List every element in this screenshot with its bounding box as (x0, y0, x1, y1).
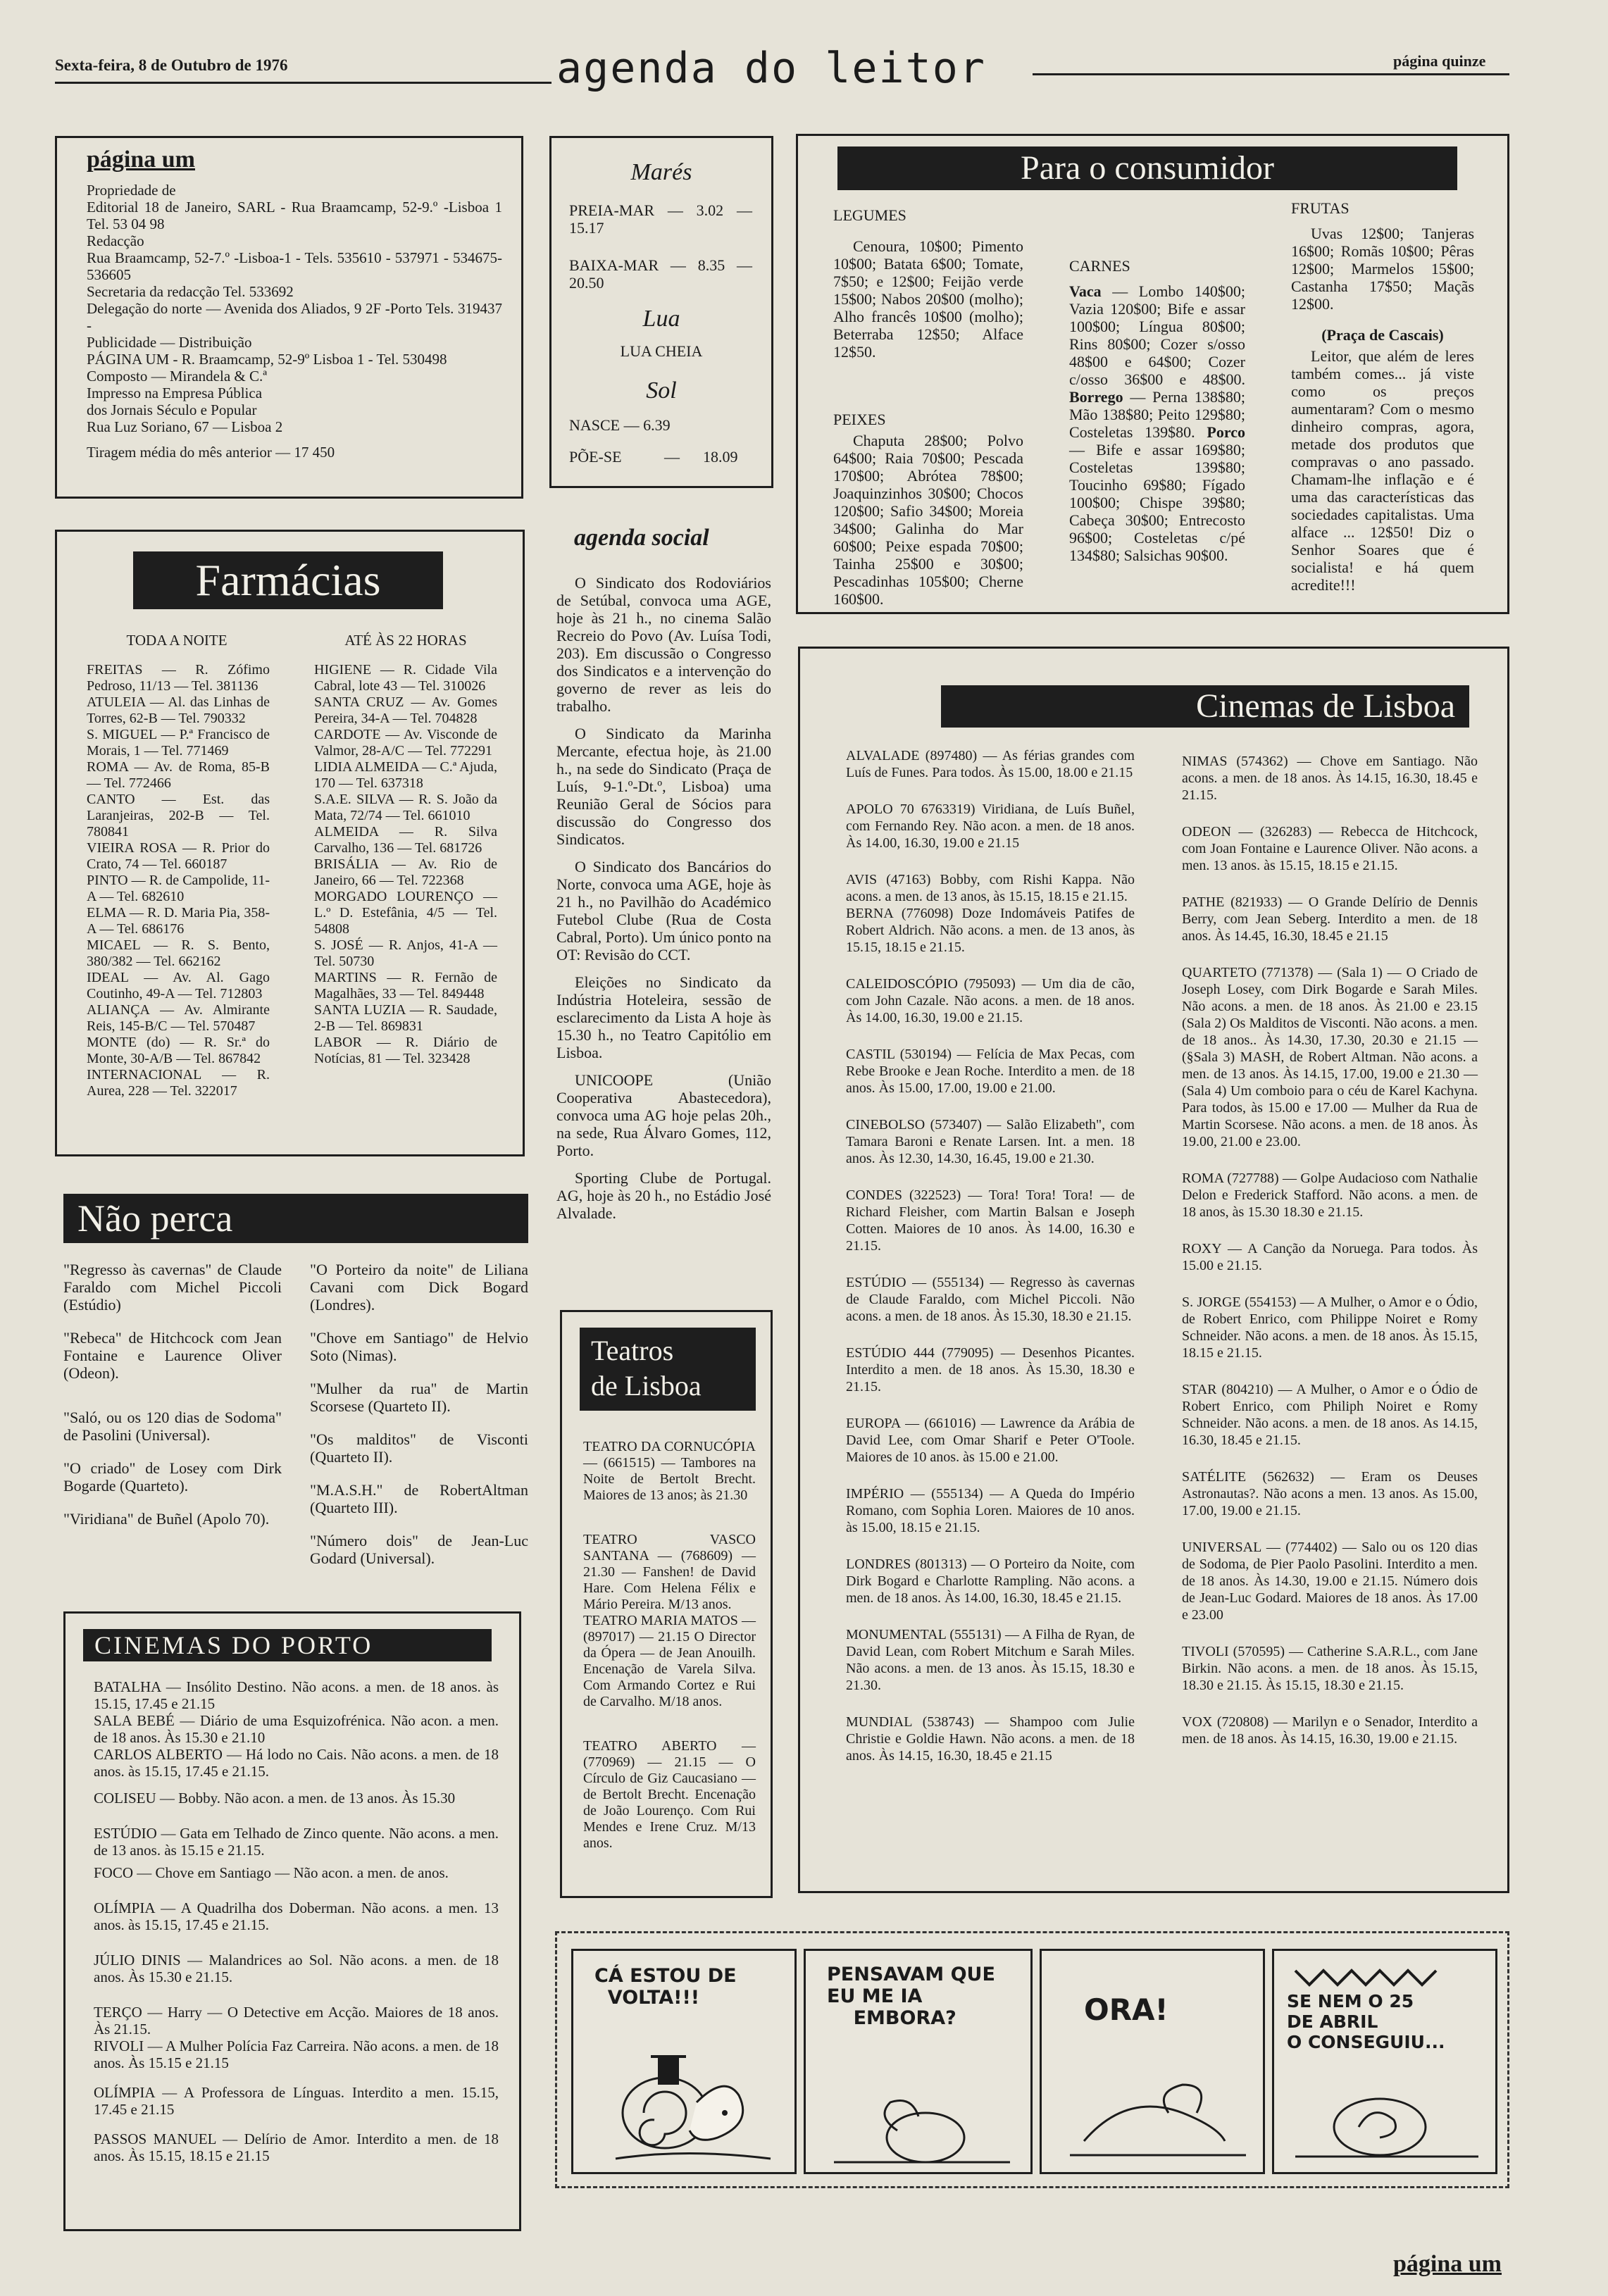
teatros-box (560, 1310, 773, 1898)
comic-panel-4-text: SE NEM O 25 DE ABRIL O CONSEGUIU... (1287, 1991, 1445, 2052)
snail-character-icon-3 (1042, 1951, 1267, 2176)
snail-character-icon (573, 1951, 799, 2176)
carnes-title: CARNES (1069, 257, 1130, 275)
farmacias-col2: HIGIENE — R. Cidade Vila Cabral, lote 43 — Tel. 310026 SANTA CRUZ — Av. Gomes Pereira, 34-A — Tel. 704828 CARDOTE — Av. Visconde de Valmor, 28-A/C — Tel. 772291 LIDIA ALMEIDA — C.ª Ajuda, 170 — Tel. 637318 S.A.E. SILVA — R. S. João da Mata, 72/74 — Tel. 661010 ALMEIDA — R. Silva Carvalho, 136 — Tel. 681726 BRISÁLIA — Av. Rio de Janeiro, 66 — Tel. 722368 MORGADO LOURENÇO — L.º D. Estefânia, 4/5 — Tel. 54808 S. JOSÉ — R. Anjos, 41-A — Tel. 50730 MARTINS — R. Fernão de Magalhães, 33 — Tel. 849448 SANTA LUZIA — R. Saudade, 2-B — Tel. 869831 LABOR — R. Diário de Notícias, 81 — Tel. 323428 (314, 662, 497, 1066)
mares-title: Marés (630, 159, 692, 185)
lua-phase: LUA CHEIA (620, 342, 703, 360)
lua-title: Lua (642, 306, 680, 332)
legumes-text: Cenoura, 10$00; Pimento 10$00; Batata 6$00; Tomate, 7$50; e 12$00; Feijão verde 15$00; Nabos 20$00 (molho); Alho francês 10$00 (molho); Beterraba 12$50; Alface 12$50. (833, 237, 1023, 361)
masthead-date: Sexta-feira, 8 de Outubro de 1976 (55, 56, 288, 74)
comic-panel-3 (1040, 1949, 1265, 2174)
snail-character-icon-2 (806, 1951, 1035, 2176)
consumidor-box (796, 134, 1509, 614)
masthead-page: página quinze (1393, 52, 1486, 70)
nao-perca-title: Não perca (63, 1194, 528, 1243)
frutas-title: FRUTAS (1291, 199, 1350, 217)
agenda-social-body: O Sindicato dos Rodoviários de Setúbal, convoca uma AGE, hoje às 21 h., no cinema Salão Recreio do Povo (Av. Luísa Todi, 203). Em discussão o Congresso dos Sindicatos e a intervenção do governo de rever as leis do trabalho. O Sindicato da Marinha Mercante, efectua hoje, às 21.00 h., na sede do Sindicato (Praça de Luís, 9-1.º-Dt.º, Lisboa) uma Reunião Geral de Sócios para discussão do Congresso dos Sindicatos. O Sindicato dos Bancários do Norte, convoca uma AGE, hoje às 21 h., no Pavilhão do Académico Futebol Clube (Rua de Costa Cabral, Porto). Um único ponto na OT: Revisão do CCT. Eleições no Sindicato da Indústria Hoteleira, sessão de esclarecimento da Lista A hoje às 15.30 h., no Teatro Capitólio em Lisboa. UNICOOPE (União Cooperativa Abastecedora), convoca uma AG hoje pelas 20h., na sede, Rua Álvaro Gomes, 112, Porto. Sporting Clube de Portugal. AG, hoje às 20 h., no Estádio José Alvalade. (556, 574, 771, 1222)
legumes-title: LEGUMES (833, 206, 906, 224)
pagina-um-logo: página um (87, 146, 195, 173)
cinemas-porto-title: CINEMAS DO PORTO (83, 1629, 492, 1661)
nao-perca-col2: "O Porteiro da noite" de Liliana Cavani com Dick Bogard (Londres). "Chove em Santiago" de Helvio Soto (Nimas). "Mulher da rua" de Martin Scorsese (Quarteto II). "Os malditos" de Visconti (Quarteto II). "M.A.S.H." de RobertAltman (Quarteto III). "Número dois" de Jean-Luc Godard (Universal). (310, 1261, 528, 1567)
footer-logo: página um (1393, 2251, 1502, 2277)
sol-poe-dash: — (664, 448, 680, 466)
cascais-text: Leitor, que além de leres também comes... já viste como os preços aumentaram? Com o mesmo dinheiro compras, agora, metade dos produtos que compravas o ano passado. Chamam-lhe inflação e é uma das características das sociedades capitalistas. Uma alface ... 12$50! Diz o Senhor Soares que é socialista! e há quem acredite!!! (1291, 347, 1474, 594)
farmacias-col2-head: ATÉ ÀS 22 HORAS (344, 632, 467, 649)
comic-panel-1 (571, 1949, 797, 2174)
sol-nasce: NASCE — 6.39 (569, 416, 671, 434)
masthead-rule-left (55, 82, 551, 84)
nao-perca-col1: "Regresso às cavernas" de Claude Faraldo com Michel Piccoli (Estúdio) "Rebeca" de Hitchcock com Jean Fontaine e Laurence Oliver (Odeon). "Saló, ou os 120 dias de Sodoma" de Pasolini (Universal). "O criado" de Losey com Dirk Bogarde (Quarteto). "Viridiana" de Buñel (Apolo 70). (63, 1261, 282, 1528)
preia-mar: PREIA-MAR — 3.02 — 15.17 (569, 201, 752, 237)
teatros-list: TEATRO DA CORNUCÓPIA — (661515) — Tambores na Noite de Bertolt Brecht. Maiores de 13 anos; às 21.30 TEATRO VASCO SANTANA — (768609) — 21.30 — Fanshen! de David Hare. Com Helena Félix e Mário Pereira. M/13 anos. TEATRO MARIA MATOS — (897017) — 21.15 O Director da Ópera — de Jean Anouilh. Encenação de Varela Silva. Com Armando Cortez e Rui de Carvalho. M/18 anos. TEATRO ABERTO — (770969) — 21.15 — O Círculo de Giz Caucasiano — de Bertolt Brecht. Encenação de João Lourenço. Com Rui Mendes e Irene Cruz. M/13 anos. (583, 1439, 756, 1851)
comic-panel-2-text: PENSAVAM QUE EU ME IA EMBORA? (827, 1964, 995, 2030)
sol-poe-label: PÕE-SE (569, 448, 622, 466)
teatros-title: Teatros de Lisboa (580, 1328, 756, 1411)
cinemas-porto-list: BATALHA — Insólito Destino. Não acons. a men. de 18 anos. às 15.15, 17.45 e 21.15 SALA BEBÉ — Diário de uma Esquizofrénica. Não acon. a men. de 18 anos. Às 15.30 e 21.10 CARLOS ALBERTO — Há lodo no Cais. Não acons. a men. de 18 anos. às 15.15, 17.45 e 21.15. COLISEU — Bobby. Não acon. a men. de 13 anos. Às 15.30 ESTÚDIO — Gata em Telhado de Zinco quente. Não acons. a men. de 13 anos. às 15.15 e 21.15. FOCO — Chove em Santiago — Não acon. a men. de anos. OLÍMPIA — A Quadrilha dos Doberman. Não acons. a men. 13 anos. às 15.15, 17.45 e 21.15. JÚLIO DINIS — Malandrices ao Sol. Não acons. a men. de 18 anos. Às 15.30 e 21.15. TERÇO — Harry — O Detective em Acção. Maiores de 18 anos. Às 21.15. RIVOLI — A Mulher Polícia Faz Carreira. Não acons. a men. de 18 anos. Às 15.15 e 21.15 OLÍMPIA — A Professora de Línguas. Interdito a men. 15.15, 17.45 e 21.15 PASSOS MANUEL — Delírio de Amor. Interdito a men. de 18 anos. Às 15.15, 18.15 e 21.15 (94, 1678, 499, 2164)
cinemas-lisboa-box (798, 647, 1509, 1893)
agenda-social-title: agenda social (574, 525, 709, 551)
cascais-title: (Praça de Cascais) (1321, 326, 1444, 344)
farmacias-col1-head: TODA A NOITE (126, 632, 228, 649)
scribble-icon (1274, 1951, 1500, 2176)
pagina-um-credits: Propriedade de Editorial 18 de Janeiro, SARL - Rua Braamcamp, 52-9.º -Lisboa 1 Tel. 53 04 98 Redacção Rua Braamcamp, 52-7.º -Lisboa-1 - Tels. 535610 - 537971 - 534675- 536605 Secretaria da redacção Tel. 533692 Delegação do norte — Avenida dos Aliados, 9 2F -Porto Tels. 319437 - Publicidade — Distribuição PÁGINA UM - R. Braamcamp, 52-9º Lisboa 1 - Tel. 530498 Composto — Mirandela & C.ª Impresso na Empresa Pública dos Jornais Século e Popular Rua Luz Soriano, 67 — Lisboa 2 Tiragem média do mês anterior — 17 450 (87, 182, 502, 461)
mares-box (549, 136, 773, 488)
carnes-text: Vaca — Lombo 140$00; Vazia 120$00; Bife e assar 100$00; Língua 80$00; Rins 80$00; Cozer s/osso 48$00 e 64$00; Cozer c/osso 36$00 e 48$00. Borrego — Perna 138$80; Mão 138$80; Peito 129$80; Costeletas 139$80. Porco — Bife e assar 169$80; Costeletas 139$80; Toucinho 69$80; Fígado 100$00; Chispe 39$80; Cabeça 30$00; Entrecosto 96$00; Costeletas c/pé 134$80; Salsichas 90$00. (1069, 282, 1246, 564)
comic-strip (555, 1931, 1509, 2188)
consumidor-title: Para o consumidor (837, 146, 1457, 190)
baixa-mar: BAIXA-MAR — 8.35 — 20.50 (569, 256, 752, 292)
cinemas-lisboa-col1: ALVALADE (897480) — As férias grandes com Luís de Funes. Para todos. Às 15.00, 18.00 e 21.15 APOLO 70 6763319) Viridiana, de Luís Buñel, com Fernando Rey. Não acon. a men. de 18 anos. Às 14.00, 16.30, 19.00 e 21.15 AVIS (47163) Bobby, com Rishi Kappa. Não acons. a men. de 13 anos, às 15.15, 18.15 e 21.15. BERNA (776098) Doze Indomáveis Patifes de Robert Aldrich. Não acons. a men. de 13 anos, às 15.15, 18.15 e 21.15. CALEIDOSCÓPIO (795093) — Um dia de cão, com John Cazale. Não acons. a men. de 18 anos. Às 14.00, 16.30, 19.00 e 21.15. CASTIL (530194) — Felícia de Max Pecas, com Rebe Brooke e Jean Roche. Interdito a men. de 18 anos. Às 15.00, 17.00, 19.00 e 21.00. CINEBOLSO (573407) — Salão Elizabeth", com Tamara Baroni e Renate Larsen. Int. a men. 18 anos. Às 12.30, 14.30, 16.45, 19.00 e 21.30. CONDES (322523) — Tora! Tora! Tora! — de Richard Fleisher, com Martin Balsan e Joseph Cotten. Maiores de 10 anos. Às 14.00, 16.30 e 21.15. ESTÚDIO — (555134) — Regresso às cavernas de Claude Faraldo, com Michel Piccoli. Não acons. a men. de 18 anos. Às 15.30, 18.30 e 21.15. ESTÚDIO 444 (779095) — Desenhos Picantes. Interdito a men. de 18 anos. Às 15.30, 18.30 e 21.15. EUROPA — (661016) — Lawrence da Arábia de David Lee, com Omar Sharif e Peter O'Toole. Maiores de 10 anos. às 15.00 e 21.00. IMPÉRIO — (555134) — A Queda do Império Romano, com Sophia Loren. Maiores de 10 anos. às 15.00, 18.15 e 21.15. LONDRES (801313) — O Porteiro da Noite, com Dirk Bogard e Charlotte Rampling. Não acons. a men. de 18 anos. Às 14.00, 16.30, 18.45 e 21.15. MONUMENTAL (555131) — A Filha de Ryan, de David Lean, com Robert Mitchum e Sarah Miles. Não acons. a men. de 13 anos. Às 15.15, 18.30 e 21.30. MUNDIAL (538743) — Shampoo com Julie Christie e Goldie Hawn. Não acons. a men. de 18 anos. Às 14.15, 16.30, 18.45 e 21.15 (846, 748, 1135, 1764)
sol-title: Sol (646, 378, 677, 404)
comic-panel-3-text: ORA! (1084, 1992, 1168, 2027)
pagina-um-box (55, 136, 523, 499)
sol-poe-time: 18.09 (703, 448, 738, 466)
cinemas-porto-box (63, 1611, 521, 2231)
masthead-rule-right (1033, 73, 1509, 75)
masthead-title: agenda do leitor (556, 44, 986, 93)
farmacias-title: Farmácias (133, 551, 443, 609)
comic-panel-1-text: CÁ ESTOU DE VOLTA!!! (594, 1965, 737, 2009)
farmacias-box (55, 530, 525, 1156)
frutas-text: Uvas 12$00; Tanjeras 16$00; Romãs 10$00; Pêras 12$00; Marmelos 15$00; Castanha 17$50; Maçãs 12$00. (1291, 225, 1474, 313)
farmacias-col1: FREITAS — R. Zófimo Pedroso, 11/13 — Tel. 381136 ATULEIA — Al. das Linhas de Torres, 62-B — Tel. 790332 S. MIGUEL — P.ª Francisco de Morais, 1 — Tel. 771469 ROMA — Av. de Roma, 85-B — Tel. 772466 CANTO — Est. das Laranjeiras, 202-B — Tel. 780841 VIEIRA ROSA — R. Prior do Crato, 74 — Tel. 660187 PINTO — R. de Campolide, 11-A — Tel. 682610 ELMA — R. D. Maria Pia, 358-A — Tel. 686176 MICAEL — R. S. Bento, 380/382 — Tel. 662162 IDEAL — Av. Al. Gago Coutinho, 49-A — Tel. 712803 ALIANÇA — Av. Almirante Reis, 145-B/C — Tel. 570487 MONTE (do) — R. Sr.ª do Monte, 30-A/B — Tel. 867842 INTERNACIONAL — R. Aurea, 228 — Tel. 322017 (87, 662, 270, 1099)
cinemas-lisboa-col2: NIMAS (574362) — Chove em Santiago. Não acons. a men. de 18 anos. Às 14.15, 16.30, 18.45 e 21.15. ODEON — (326283) — Rebecca de Hitchcock, com Joan Fontaine e Laurence Oliver. Não acons. a men. 13 anos. às 15.15, 18.15 e 21.15. PATHE (821933) — O Grande Delírio de Dennis Berry, com Jean Seberg. Interdito a men. de 18 anos. Às 14.45, 16.30, 18.45 e 21.15 QUARTETO (771378) — (Sala 1) — O Criado de Joseph Losey, com Dirk Bogarde e Sarah Miles. Não acons. a men. de 18 anos. Às 21.00 e 23.15 (Sala 2) Os Malditos de Visconti. Não acons. a men. de 18 anos.. Às 14.30, 17.30, 20.30 e 21.15 — (§Sala 3) MASH, de Robert Altman. Não acons. a men. de 13 anos. Às 14.15, 17.00, 19.00 e 21.30 — (Sala 4) Um comboio para o céu de Karel Kachyna. Para todos, às 15.00 e 17.00 — Mulher da Rua de Martin Scorsese. Não acons. a men. de 18 anos. Às 19.00, 21.00 e 23.00. ROMA (727788) — Golpe Audacioso com Nathalie Delon e Frederick Stafford. Não acons. a men. de 18 anos, às 15.30 18.30 e 21.15. ROXY — A Canção da Noruega. Para todos. Às 15.00 e 21.15. S. JORGE (554153) — A Mulher, o Amor e o Ódio, de Robert Enrico, com Philippe Noiret e Romy Schneider. Não acons. a men. de 18 anos. Às 15.15, 18.15 e 21.15. STAR (804210) — A Mulher, o Amor e o Ódio de Robert Enrico, com Philiph Noiret e Romy Schneider. Não acons. a men. de 18 anos. As 14.15, 16.30, 18.45 e 21.15. SATÉLITE (562632) — Eram os Deuses Astronautas?. Não acons a men. 13 anos. As 15.00, 17.00, 19.00 e 21.15. UNIVERSAL — (774402) — Salo ou os 120 dias de Sodoma, de Pier Paolo Pasolini. Interdito a men. de 18 anos. Às 14.30, 19.00 e 21.15. Número dois de Jean-Luc Godard. Maiores de 18 anos. Às 17.00 e 23.00 TIVOLI (570595) — Catherine S.A.R.L., com Jane Birkin. Não acons. a men. de 18 anos. Às 15.15, 18.30 e 21.15. Às 15.15, 18.30 e 21.15. VOX (720808) — Marilyn e o Senador, Interdito a men. de 18 anos. Às 14.15, 16.30, 19.00 e 21.15. (1182, 754, 1478, 1747)
comic-panel-2 (804, 1949, 1033, 2174)
cinemas-lisboa-title: Cinemas de Lisboa (941, 685, 1469, 728)
peixes-text: Chaputa 28$00; Polvo 64$00; Raia 70$00; Pescada 170$00; Abrótea 78$00; Joaquinzinhos 30$00; Chocos 120$00; Safio 34$00; Moreia 34$00; Galinha do Mar 60$00; Peixe espada 70$00; Tainha 25$00 e 30$00; Pescadinhas 105$00; Cherne 160$00. (833, 432, 1023, 608)
comic-panel-4 (1272, 1949, 1497, 2174)
peixes-title: PEIXES (833, 411, 886, 428)
